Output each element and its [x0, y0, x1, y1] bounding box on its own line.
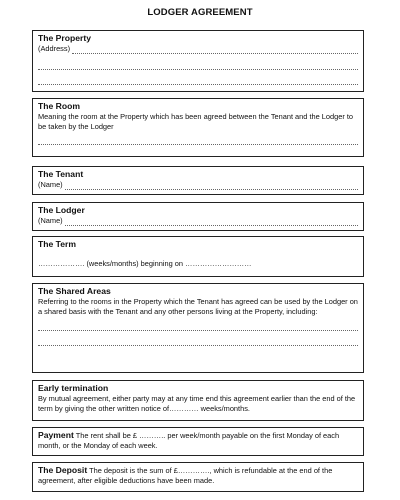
- term-section: [32, 236, 364, 277]
- payment-heading: Payment: [38, 430, 74, 440]
- shared-areas-line-1[interactable]: [38, 317, 358, 331]
- payment-section: [32, 427, 364, 456]
- deposit-section: [32, 462, 364, 492]
- property-section: [32, 30, 364, 92]
- early-termination-section: [32, 380, 364, 421]
- lodger-heading: The Lodger: [38, 205, 85, 215]
- early-termination-heading: Early termination: [38, 383, 109, 393]
- tenant-section: [32, 166, 364, 195]
- payment-text: The rent shall be £ ……….. per week/month payable on the first Monday of each month, or the Monday of each week.: [38, 431, 340, 450]
- tenant-name-line[interactable]: [65, 181, 358, 190]
- shared-areas-line-2[interactable]: [38, 331, 358, 346]
- term-text: ………………. (weeks/months) beginning on ………………………: [38, 259, 252, 268]
- property-address-line-1[interactable]: [72, 45, 358, 54]
- shared-areas-heading: The Shared Areas: [38, 286, 111, 296]
- early-termination-text: By mutual agreement, either party may at any time end this agreement earlier than the end of the term by giving the other written notice of………… weeks/months.: [38, 394, 356, 413]
- lodger-name-label: (Name): [38, 216, 63, 225]
- room-line[interactable]: [38, 132, 358, 145]
- tenant-heading: The Tenant: [38, 169, 84, 179]
- document-title: LODGER AGREEMENT: [147, 7, 253, 18]
- deposit-text: The deposit is the sum of £…………., which is refundable at the end of the agreement, after eligible deductions have been made.: [38, 466, 333, 485]
- tenant-name-label: (Name): [38, 180, 63, 189]
- property-address-line-2[interactable]: [38, 54, 358, 70]
- lodger-name-line[interactable]: [65, 217, 358, 226]
- shared-areas-section: [32, 283, 364, 373]
- shared-areas-description: Referring to the rooms in the Property which the Tenant has agreed can be used by the Lodger on a shared basis with the Tenant and any other persons living at the Property, including:: [38, 297, 358, 316]
- term-heading: The Term: [38, 239, 77, 249]
- property-heading: The Property: [38, 33, 92, 43]
- lodger-section: [32, 202, 364, 231]
- room-description: Meaning the room at the Property which has been agreed between the Tenant and the Lodger to be taken by the Lodger: [38, 112, 354, 131]
- deposit-heading: The Deposit: [38, 465, 88, 475]
- property-address-label: (Address): [38, 44, 71, 53]
- room-section: [32, 98, 364, 157]
- room-heading: The Room: [38, 101, 81, 111]
- property-address-line-3[interactable]: [38, 70, 358, 85]
